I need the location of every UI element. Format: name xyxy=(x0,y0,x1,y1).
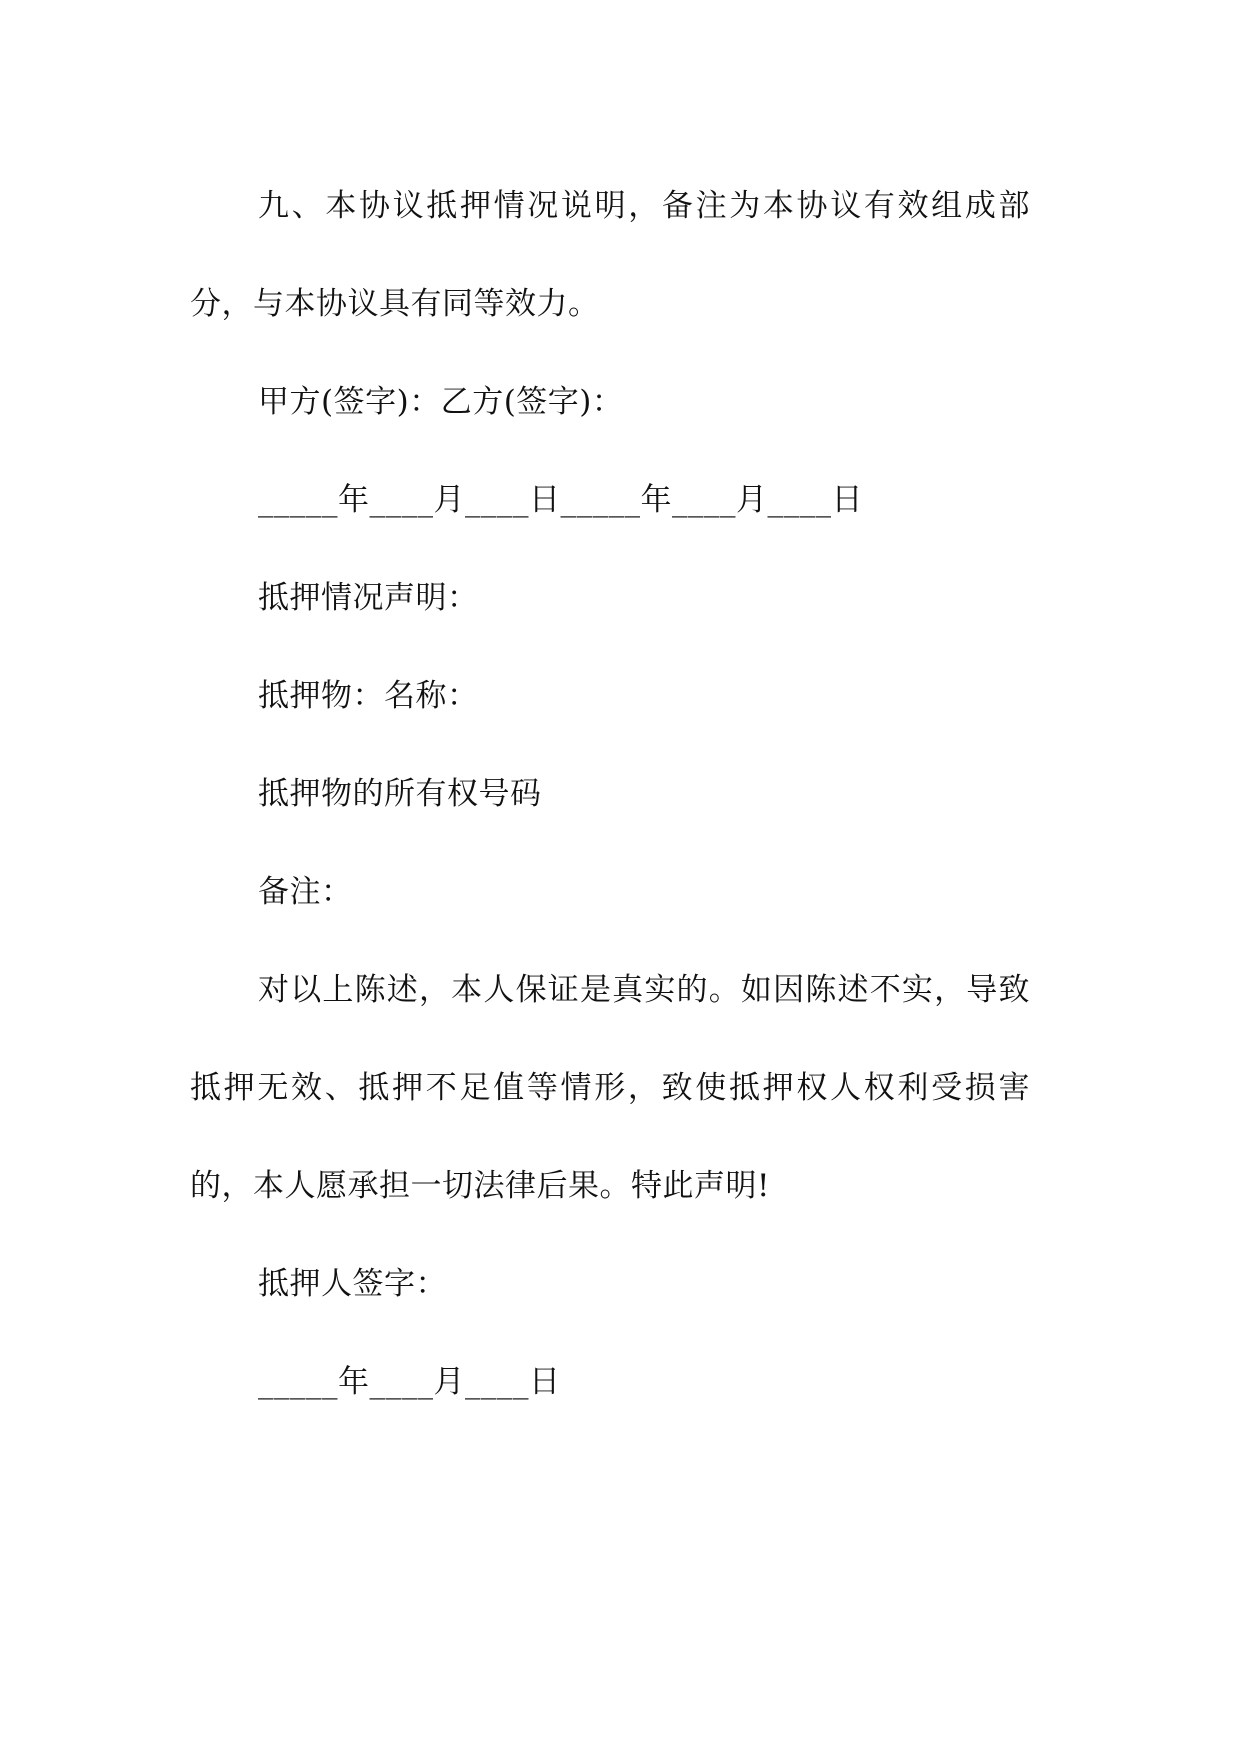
party-date-line: _____年____月____日_____年____月____日 xyxy=(258,482,863,518)
remarks-line: 备注： xyxy=(258,874,353,910)
document-body xyxy=(190,157,1030,1431)
collateral-ownership-number-line: 抵押物的所有权号码 xyxy=(258,776,542,812)
mortgage-statement-heading: 抵押情况声明： xyxy=(258,580,479,616)
party-signature-line: 甲方(签字)：乙方(签字)： xyxy=(258,384,624,420)
clause-nine-paragraph: 九、本协议抵押情况说明，备注为本协议有效组成部分，与本协议具有同等效力。 xyxy=(190,188,1030,322)
declaration-paragraph: 对以上陈述，本人保证是真实的。如因陈述不实，导致抵押无效、抵押不足值等情形，致使抵押权人权利受损害的，本人愿承担一切法律后果。特此声明! xyxy=(190,972,1030,1204)
mortgagor-date-line: _____年____月____日 xyxy=(258,1364,561,1400)
collateral-name-line: 抵押物：名称： xyxy=(258,678,479,714)
mortgagor-signature-line: 抵押人签字： xyxy=(258,1266,447,1302)
